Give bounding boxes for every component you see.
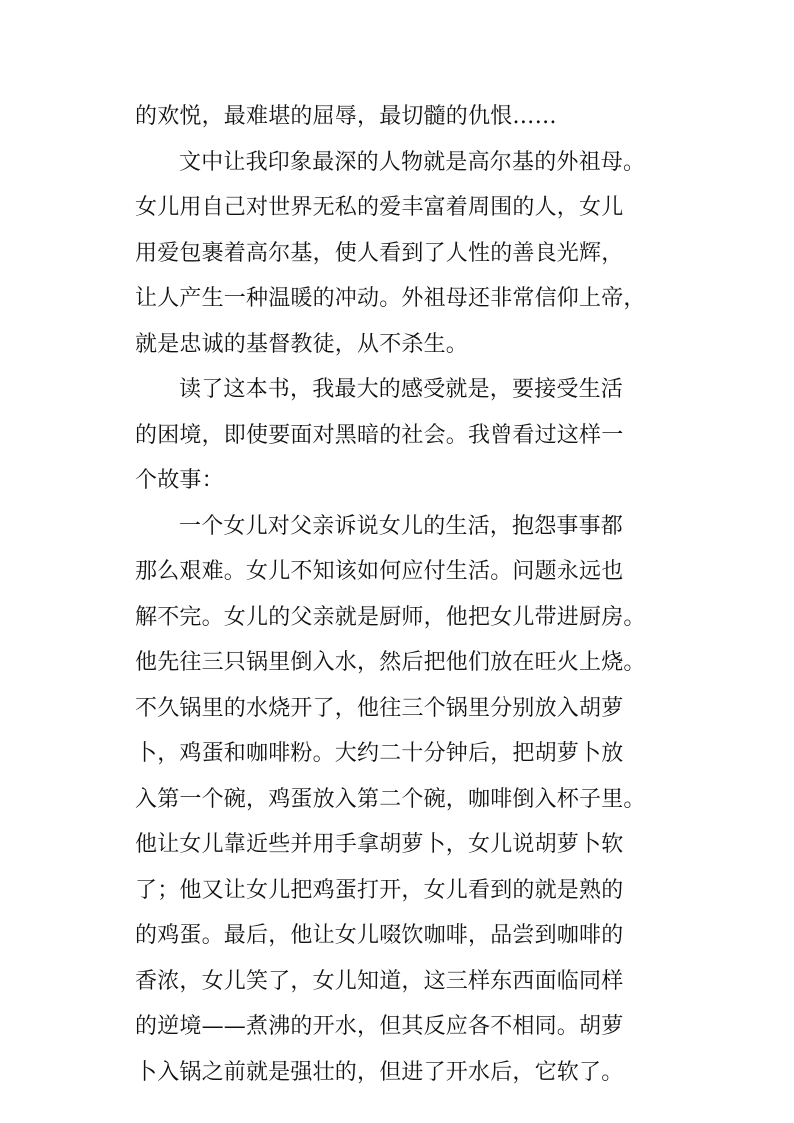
text-line: 文中让我印象最深的人物就是高尔基的外祖母。	[179, 149, 646, 175]
text-line: 的困境，即使要面对黑暗的社会。我曾看过这样一	[135, 422, 624, 448]
text-line: 女儿用自己对世界无私的爱丰富着周围的人，女儿	[135, 195, 624, 220]
text-line: 不久锅里的水烧开了，他往三个锅里分别放入胡萝	[135, 695, 624, 721]
text-line: 了；他又让女儿把鸡蛋打开，女儿看到的就是熟的	[135, 877, 624, 903]
text-line: 用爱包裹着高尔基，使人看到了人性的善良光辉，	[135, 240, 624, 266]
text-line: 卜入锅之前就是强壮的，但进了开水后，它软了。	[135, 1059, 624, 1085]
text-line: 就是忠诚的基督教徒，从不杀生。	[135, 331, 469, 357]
text-line: 那么艰难。女儿不知该如何应付生活。问题永远也	[135, 559, 624, 584]
text-line: 解不完。女儿的父亲就是厨师，他把女儿带进厨房。	[135, 604, 646, 630]
text-line: 让人产生一种温暖的冲动。外祖母还非常信仰上帝，	[135, 286, 646, 311]
text-line: 他让女儿靠近些并用手拿胡萝卜，女儿说胡萝卜软	[135, 832, 624, 857]
text-line: 香浓，女儿笑了，女儿知道，这三样东西面临同样	[135, 968, 624, 994]
text-line: 一个女儿对父亲诉说女儿的生活，抱怨事事都	[179, 513, 624, 539]
text-line: 的逆境——煮沸的开水，但其反应各不相同。胡萝	[135, 1014, 624, 1039]
text-line: 读了这本书，我最大的感受就是，要接受生活	[179, 377, 624, 402]
text-line: 他先往三只锅里倒入水，然后把他们放在旺火上烧。	[135, 650, 646, 675]
text-line: 的鸡蛋。最后，他让女儿啜饮咖啡，品尝到咖啡的	[135, 923, 624, 948]
text-line: 入第一个碗，鸡蛋放入第二个碗，咖啡倒入杯子里。	[135, 786, 646, 812]
text-line: 的欢悦，最难堪的屈辱，最切髓的仇恨……	[135, 104, 557, 129]
text-line: 卜，鸡蛋和咖啡粉。大约二十分钟后，把胡萝卜放	[135, 741, 624, 766]
body-text	[135, 94, 675, 1095]
text-line: 个故事：	[135, 468, 224, 493]
